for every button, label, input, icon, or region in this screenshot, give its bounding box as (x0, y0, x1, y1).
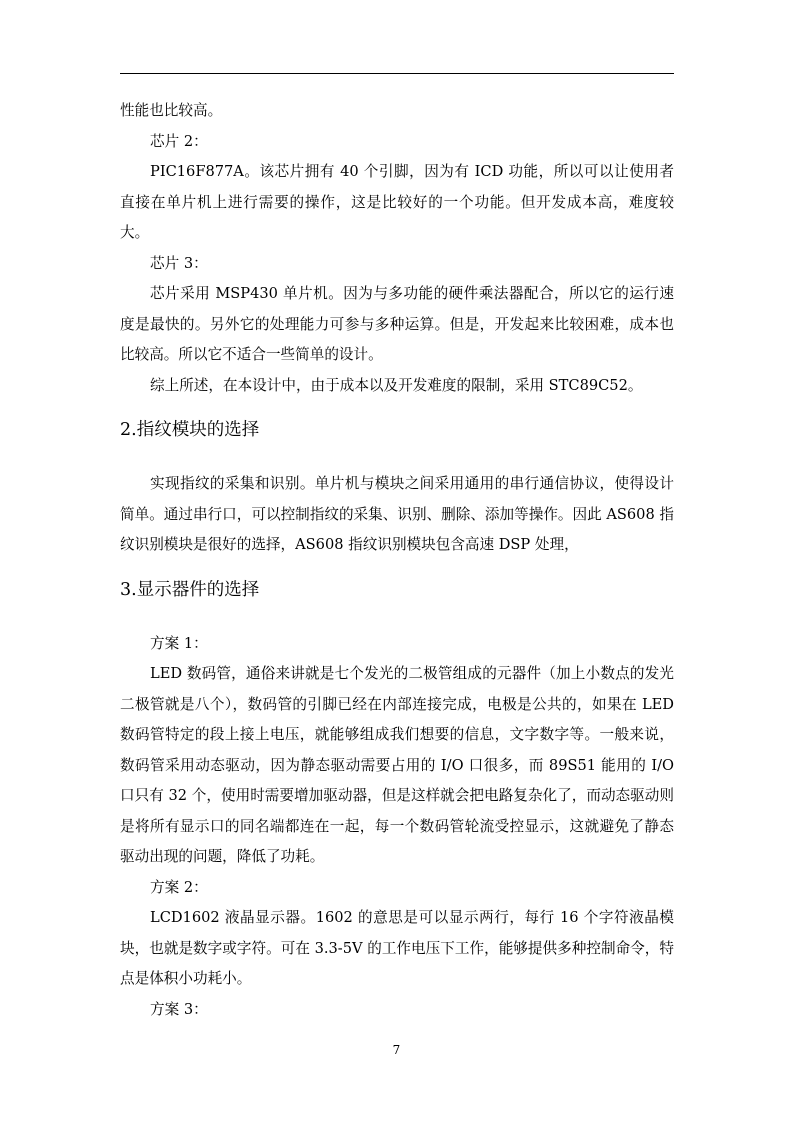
section-heading-fingerprint: 2.指纹模块的选择 (120, 420, 260, 440)
display-option-1-description: LED 数码管，通俗来讲就是七个发光的二极管组成的元器件（加上小数点的发光二极管就是八个），数码管的引脚已经在内部连接完成，电极是公共的，如果在 LED 数码管特定的段上接上电压，就能够组成我们想要的信息，文字数字等。一般来说，数码管采用动态驱动，因为静态驱动需要占用的 I/O 口很多，而 89S51 能用的 I/O 口只有 32 个，使用时需要增加驱动器，但是这样就会把电路复杂化了，而动态驱动则是将所有显示口的同名端都连在一起，每一个数码管轮流受控显示，这就避免了静态驱动出现的问题，降低了功耗。 (120, 665, 674, 865)
chip-2-label: 芯片 2： (150, 132, 208, 150)
page-number: 7 (392, 1043, 401, 1057)
section-heading-display: 3.显示器件的选择 (120, 579, 260, 600)
header-rule (120, 73, 674, 74)
display-option-1-label: 方案 1： (150, 634, 208, 652)
chip-3-description: 芯片采用 MSP430 单片机。因为与多功能的硬件乘法器配合，所以它的运行速度是最快的。另外它的处理能力可参与多种运算。但是，开发起来比较困难，成本也比较高。所以它不适合一些简单的设计。 (120, 285, 674, 363)
display-option-2-label: 方案 2： (150, 878, 208, 896)
chip-conclusion: 综上所述，在本设计中，由于成本以及开发难度的限制，采用 STC89C52。 (150, 376, 643, 394)
display-option-3-label: 方案 3： (150, 1000, 208, 1018)
chip-3-label: 芯片 3： (150, 254, 208, 272)
page-body (120, 96, 674, 1025)
fingerprint-description: 实现指纹的采集和识别。单片机与模块之间采用通用的串行通信协议，使得设计简单。通过串行口，可以控制指纹的采集、识别、删除、添加等操作。因此 AS608 指纹识别模块是很好的选择，AS608 指纹识别模块包含高速 DSP 处理， (120, 475, 674, 553)
chip-2-description: PIC16F877A。该芯片拥有 40 个引脚，因为有 ICD 功能，所以可以让使用者直接在单片机上进行需要的操作，这是比较好的一个功能。但开发成本高，难度较大。 (120, 163, 674, 241)
paragraph-continuation: 性能也比较高。 (120, 102, 223, 119)
display-option-2-description: LCD1602 液晶显示器。1602 的意思是可以显示两行，每行 16 个字符液晶模块，也就是数字或字符。可在 3.3-5V 的工作电压下工作，能够提供多种控制命令，特点是体积小功耗小。 (120, 909, 674, 987)
